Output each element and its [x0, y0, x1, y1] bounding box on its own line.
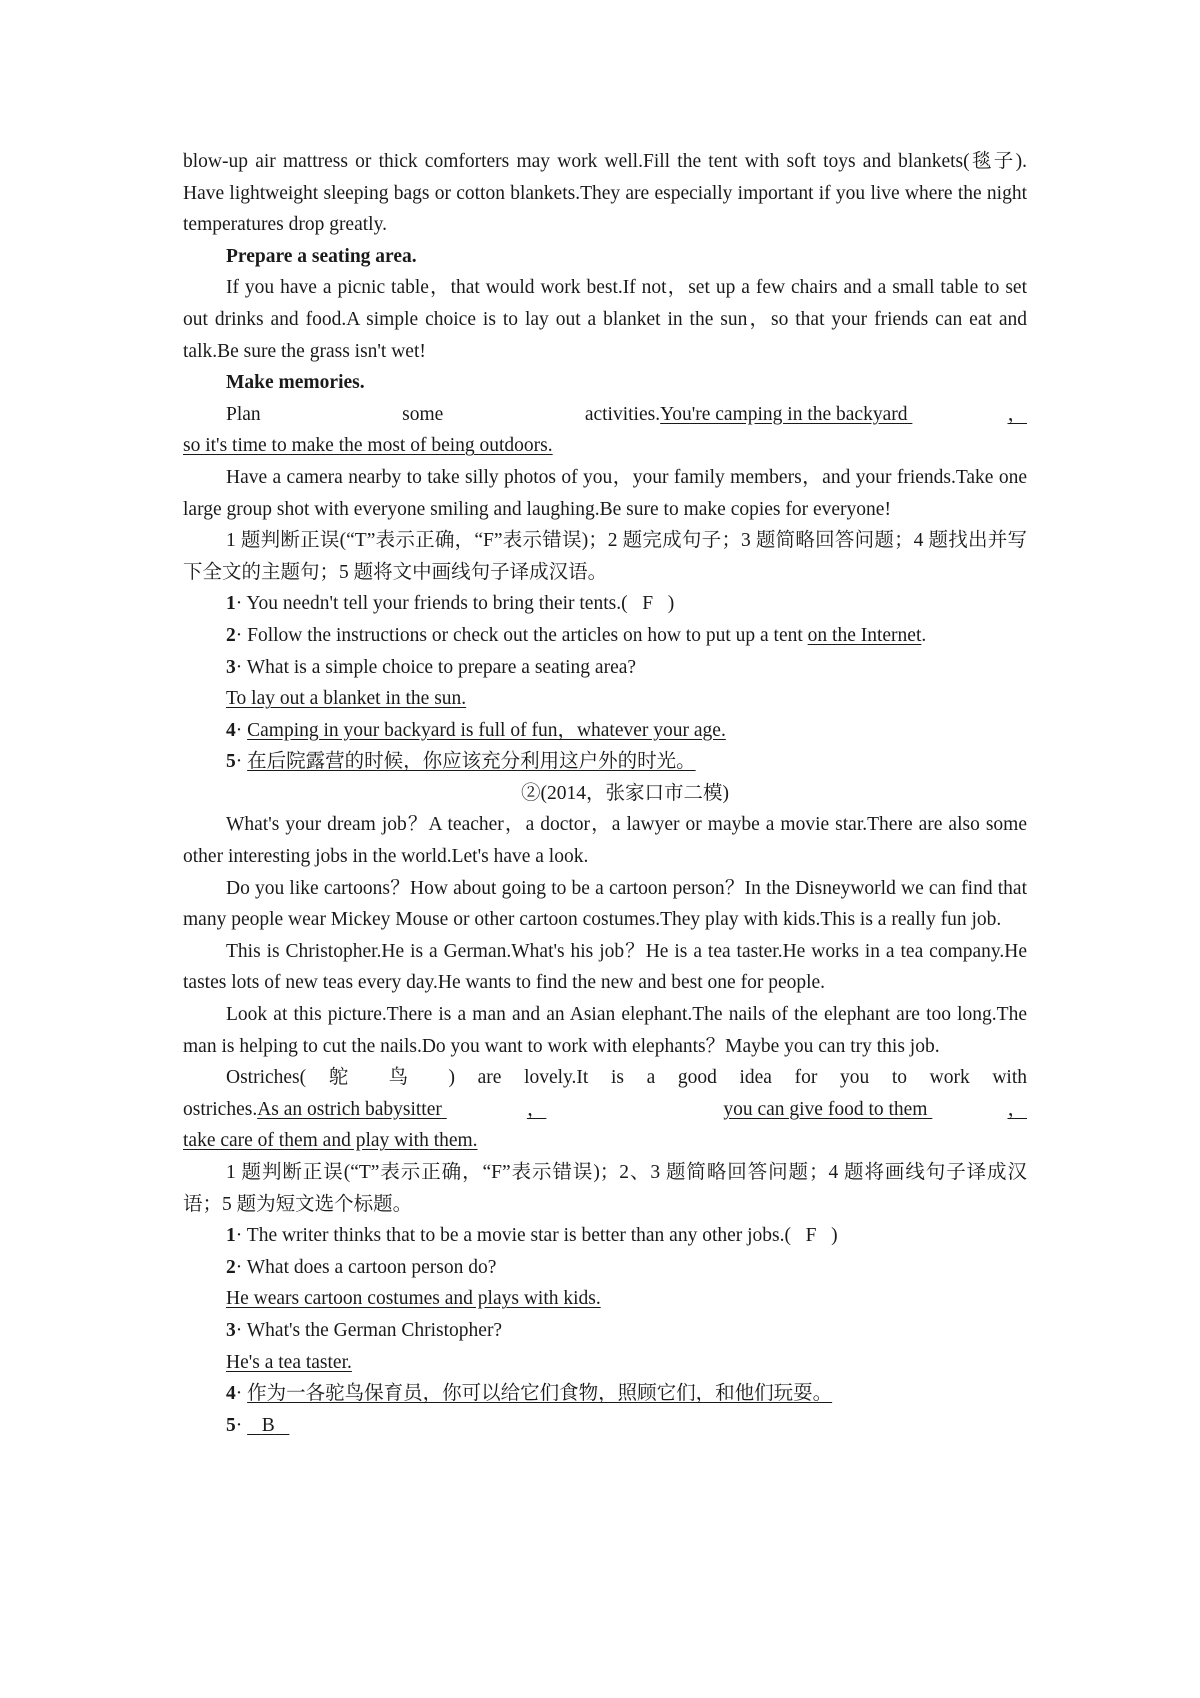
- document-page: [183, 146, 1027, 1441]
- plan-word-3: activities.: [584, 403, 661, 425]
- answer: B: [261, 1414, 275, 1436]
- reading-paragraph-2: Do you like cartoons？How about going to be a cartoon person？In the Disneyworld we can find that many people wear Mickey Mouse or other cartoon costumes.They play with kids.This is a really fun job.: [183, 877, 1027, 931]
- answer-1-3: [183, 683, 1027, 715]
- question-2-5: 5· B: [183, 1410, 1027, 1442]
- reading-paragraph-5-line2: [183, 1094, 1027, 1126]
- answer: 作为一各驼鸟保育员，你可以给它们食物，照顾它们，和他们玩耍。: [247, 1383, 833, 1405]
- question-text: What's the German Christopher?: [246, 1319, 503, 1341]
- answer: To lay out a blanket in the sun.: [226, 688, 467, 710]
- plan-word-2: some: [402, 403, 444, 425]
- underline-gap: [907, 399, 1007, 431]
- answer-2-2: [183, 1283, 1027, 1315]
- reading-paragraph-4: Look at this picture.There is a man and an Asian elephant.The nails of the elephant are too long.The man is helping to cut the nails.Do you want to work with elephants？Maybe you can try this job.: [183, 1004, 1027, 1057]
- question-number: 2: [226, 624, 236, 646]
- question-text: What is a simple choice to prepare a seating area?: [246, 656, 637, 678]
- answer: He wears cartoon costumes and plays with kids.: [226, 1288, 601, 1310]
- question-text: What does a cartoon person do?: [246, 1256, 497, 1278]
- underlined-sentence-2b: you can give food to them: [723, 1098, 928, 1120]
- paragraph-plan-line2: [183, 430, 1027, 462]
- heading-seating: [183, 241, 1027, 273]
- reading-paragraph-1: What's your dream job？A teacher，a doctor，a lawyer or maybe a movie star.There are also some other interesting jobs in the world.Let's have a look.: [183, 814, 1027, 868]
- question-2-1: 1· The writer thinks that to be a movie star is better than any other jobs.( F ): [226, 1225, 838, 1247]
- answer: 在后院露营的时候，你应该充分利用这户外的时光。: [247, 751, 696, 773]
- question-number: 5: [226, 1414, 236, 1436]
- answer: He's a tea taster.: [226, 1351, 352, 1373]
- question-text: You needn't tell your friends to bring their tents.(: [246, 593, 628, 615]
- reading-paragraph-5-line1: Ostriches( 鸵 鸟 ) are lovely.It is a good idea for you to work with: [226, 1067, 1027, 1089]
- answer: Camping in your backyard is full of fun，whatever your age.: [247, 719, 726, 741]
- heading-memories-text: Make memories.: [226, 372, 365, 394]
- question-1-3: 3· What is a simple choice to prepare a seating area?: [226, 656, 637, 678]
- paragraph-seating: If you have a picnic table，that would work best.If not，set up a few chairs and a small table to set out drinks and food.A simple choice is to lay out a blanket in the sun，so that your friends can eat and talk.Be sure the grass isn't wet!: [183, 277, 1027, 362]
- heading-memories: [183, 367, 1027, 399]
- question-1-4: 4· Camping in your backyard is full of fun，whatever your age.: [226, 719, 726, 741]
- answer: on the Internet: [807, 624, 922, 646]
- instructions-1: 1 题判断正误(“T”表示正确，“F”表示错误)；2 题完成句子；3 题简略回答问题；4 题找出并写下全文的主题句；5 题将文中画线句子译成汉语。: [183, 530, 1027, 583]
- paragraph-camera: Have a camera nearby to take silly photos of you，your family members，and your friends.Take one large group shot with everyone smiling and laughing.Be sure to make copies for everyone!: [183, 466, 1027, 520]
- bracket-close: ): [667, 593, 675, 615]
- question-number: 1: [226, 593, 236, 615]
- question-number: 3: [226, 656, 236, 678]
- question-2-4: 4· 作为一各驼鸟保育员，你可以给它们食物，照顾它们，和他们玩耍。: [226, 1383, 833, 1405]
- reading-paragraph-5-line3: [183, 1125, 1027, 1157]
- section-2-heading: ②(2014，张家口市二模): [521, 782, 729, 804]
- underlined-comma: ，: [1007, 403, 1027, 425]
- underlined-sentence-2c: take care of them and play with them.: [183, 1130, 478, 1152]
- reading-paragraph-3: This is Christopher.He is a German.What's his job？He is a tea taster.He works in a tea company.He tastes lots of new teas every day.He wants to find the new and best one for people.: [183, 940, 1027, 994]
- question-number: 3: [226, 1319, 236, 1341]
- answer: F: [805, 1225, 817, 1247]
- ostriches-group: [183, 1094, 546, 1126]
- question-number: 4: [226, 1383, 236, 1405]
- question-number: 2: [226, 1256, 236, 1278]
- answer-2-3: [183, 1347, 1027, 1379]
- question-2-3: 3· What's the German Christopher?: [226, 1319, 503, 1341]
- paragraph-bedding: blow-up air mattress or thick comforters may work well.Fill the tent with soft toys and blankets(毯子). Have lightweight sleeping bags or cotton blankets.They are especially important if you live where the night temperatures drop greatly.: [183, 151, 1027, 236]
- question-number: 1: [226, 1225, 236, 1247]
- plan-word-1: Plan: [226, 403, 261, 425]
- underlined-sentence-1b: so it's time to make the most of being outdoors.: [183, 435, 553, 457]
- paragraph-plan-line1: [183, 399, 1027, 431]
- underlined-comma: ，: [526, 1098, 547, 1120]
- ostriches-word: ostriches.: [183, 1098, 258, 1120]
- question-text: Follow the instructions or check out the articles on how to put up a tent: [247, 624, 808, 646]
- question-1-2: 2· Follow the instructions or check out the articles on how to put up a tent on the Internet.: [226, 624, 927, 646]
- question-1-5: 5· 在后院露营的时候，你应该充分利用这户外的时光。: [226, 751, 696, 773]
- question-2-2: 2· What does a cartoon person do?: [226, 1256, 497, 1278]
- underline-gap: [927, 1094, 1007, 1126]
- underlined-sentence-2a: As an ostrich babysitter: [257, 1098, 442, 1120]
- question-number: 4: [226, 719, 236, 741]
- question-text: The writer thinks that to be a movie star is better than any other jobs.(: [246, 1225, 792, 1247]
- heading-seating-text: Prepare a seating area.: [226, 245, 417, 267]
- answer: F: [642, 593, 654, 615]
- give-food-group: [723, 1094, 1027, 1126]
- plan-word-3-group: [585, 399, 1027, 431]
- question-number: 5: [226, 751, 236, 773]
- answer-blank: [247, 1415, 289, 1436]
- underline-gap: [442, 1094, 527, 1126]
- period: .: [921, 624, 927, 646]
- bracket-close: ): [831, 1225, 838, 1247]
- underlined-comma: ，: [1007, 1098, 1027, 1120]
- instructions-2: 1 题判断正误(“T”表示正确，“F”表示错误)；2、3 题简略回答问题；4 题将画线句子译成汉语；5 题为短文选个标题。: [183, 1162, 1027, 1215]
- question-1-1: 1· You needn't tell your friends to bring their tents.( F ): [226, 593, 675, 615]
- underlined-sentence-1a: You're camping in the backyard: [660, 403, 908, 425]
